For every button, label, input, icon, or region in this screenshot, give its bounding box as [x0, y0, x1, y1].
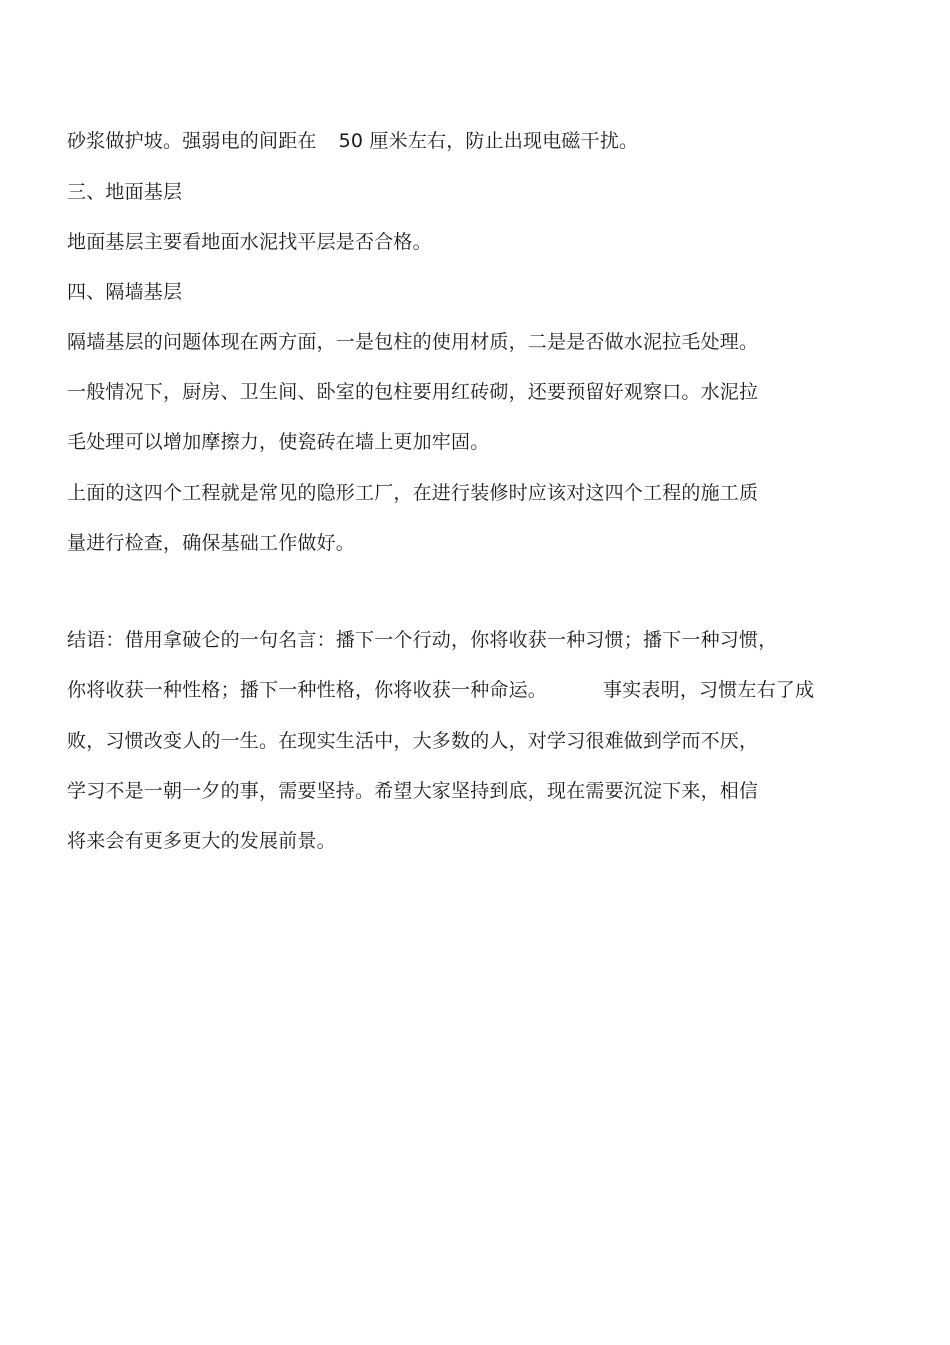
paragraph-line: 隔墙基层的问题体现在两方面，一是包柱的使用材质，二是是否做水泥拉毛处理。 — [67, 331, 759, 353]
text-segment: 50 厘米左右，防止出现电磁干扰。 — [338, 130, 639, 152]
conclusion-line: 结语：借用拿破仑的一句名言：播下一个行动，你将收获一种习惯；播下一种习惯， — [67, 629, 778, 651]
conclusion-line: 败，习惯改变人的一生。在现实生活中，大多数的人，对学习很难做到学而不厌， — [67, 730, 759, 752]
text-segment: 砂浆做护坡。强弱电的间距在 — [67, 130, 317, 152]
paragraph-line: 毛处理可以增加摩擦力，使瓷砖在墙上更加牢固。 — [67, 431, 490, 453]
conclusion-line — [67, 677, 814, 703]
conclusion-line: 将来会有更多更大的发展前景。 — [67, 830, 336, 852]
section-heading: 四、隔墙基层 — [67, 281, 183, 303]
paragraph-line: 一般情况下，厨房、卫生间、卧室的包柱要用红砖砌，还要预留好观察口。水泥拉 — [67, 381, 759, 403]
section-heading: 三、地面基层 — [67, 181, 183, 203]
text-segment: 你将收获一种性格；播下一种性格，你将收获一种命运。 — [67, 679, 548, 701]
conclusion-line: 学习不是一朝一夕的事，需要坚持。希望大家坚持到底，现在需要沉淀下来，相信 — [67, 780, 759, 802]
paragraph-line: 量进行检查，确保基础工作做好。 — [67, 532, 356, 554]
paragraph-line — [67, 128, 638, 154]
text-segment: 事实表明，习惯左右了成 — [603, 679, 815, 701]
paragraph-line: 地面基层主要看地面水泥找平层是否合格。 — [67, 231, 432, 253]
paragraph-line: 上面的这四个工程就是常见的隐形工厂，在进行装修时应该对这四个工程的施工质 — [67, 482, 759, 504]
